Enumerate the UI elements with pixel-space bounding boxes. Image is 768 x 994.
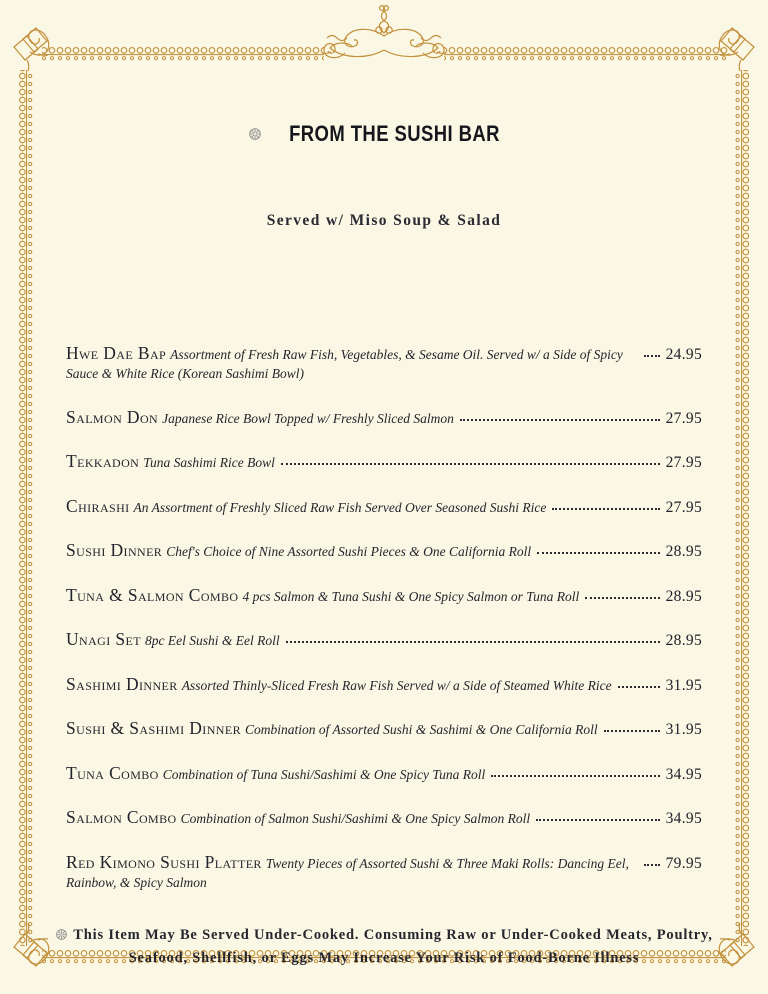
item-name: Red Kimono Sushi Platter: [66, 851, 262, 872]
item-price: 28.95: [665, 632, 702, 649]
item-description: 4 pcs Salmon & Tuna Sushi & One Spicy Salmon or Tuna Roll: [242, 588, 580, 604]
item-price: 31.95: [665, 721, 702, 738]
item-description: Assortment of Fresh Raw Fish, Vegetables, & Sesame Oil. Served w/ a Side of Spicy Sauce & White Rice (Korean Sashimi Bowl): [66, 347, 623, 381]
item-description: Japanese Rice Bowl Topped w/ Freshly Sliced Salmon: [162, 410, 454, 426]
page-title-text: FROM THE SUSHI BAR: [289, 121, 500, 146]
menu-item: [66, 853, 702, 892]
dotted-leader: [460, 419, 660, 421]
item-text: [66, 541, 531, 561]
item-name: Unagi Set: [66, 629, 141, 649]
item-name: Sushi Dinner: [66, 540, 163, 560]
disclaimer-text: This Item May Be Served Under-Cooked. Consuming Raw or Under-Cooked Meats, Poultry, Seafood, Shellfish, or Eggs May Increase Your Risk of Food-Borne Illness: [73, 927, 713, 966]
menu-item: [66, 497, 702, 517]
item-price: 28.95: [665, 543, 702, 560]
dotted-leader: [604, 730, 660, 732]
item-text: [66, 675, 612, 695]
undercooked-marker-icon: [248, 127, 262, 141]
menu-item: [66, 630, 702, 650]
item-name: Tekkadon: [66, 451, 140, 471]
item-price: 24.95: [665, 346, 702, 363]
item-text: [66, 764, 485, 784]
page-title: [0, 121, 768, 147]
item-description: Assorted Thinly-Sliced Fresh Raw Fish Served w/ a Side of Steamed White Rice: [181, 677, 612, 693]
item-description: 8pc Eel Sushi & Eel Roll: [145, 633, 280, 648]
item-description: Chef's Choice of Nine Assorted Sushi Pieces & One California Roll: [166, 544, 532, 559]
item-name: Chirashi: [66, 495, 130, 516]
menu-item: [66, 764, 702, 784]
menu-items: [66, 344, 702, 916]
item-name: Sashimi Dinner: [66, 673, 178, 694]
menu-item: [66, 452, 702, 472]
dotted-leader: [281, 463, 660, 465]
item-price: 34.95: [665, 810, 702, 827]
dotted-leader: [618, 686, 660, 688]
dotted-leader: [536, 819, 660, 821]
item-description: An Assortment of Freshly Sliced Raw Fish Served Over Seasoned Sushi Rice: [133, 499, 547, 515]
item-price: 27.95: [665, 454, 702, 471]
item-name: Tuna & Salmon Combo: [66, 584, 239, 605]
item-name: Tuna Combo: [66, 762, 159, 783]
disclaimer: [44, 924, 724, 969]
item-price: 34.95: [665, 765, 702, 783]
item-text: [66, 497, 546, 517]
item-price: 27.95: [665, 409, 702, 427]
item-text: [66, 408, 454, 428]
item-text: [66, 808, 530, 828]
undercooked-marker-icon: [55, 928, 68, 941]
item-price: 28.95: [665, 587, 702, 605]
menu-item: [66, 719, 702, 739]
item-price: 79.95: [665, 854, 702, 872]
item-description: Combination of Salmon Sushi/Sashimi & One Spicy Salmon Roll: [180, 811, 531, 826]
item-name: Sushi & Sashimi Dinner: [66, 718, 241, 738]
dotted-leader: [552, 508, 659, 510]
menu-item: [66, 344, 702, 383]
menu-item: [66, 541, 702, 561]
menu-item: [66, 586, 702, 606]
menu-item: [66, 408, 702, 428]
item-text: [66, 344, 638, 383]
dotted-leader: [491, 775, 659, 777]
item-text: [66, 452, 275, 472]
item-name: Hwe Dae Bap: [66, 343, 167, 363]
item-text: [66, 630, 280, 650]
menu-item: [66, 675, 702, 695]
item-text: [66, 719, 598, 739]
item-description: Twenty Pieces of Assorted Sushi & Three Maki Rolls: Dancing Eel, Rainbow, & Spicy Salmon: [66, 855, 629, 890]
item-text: [66, 853, 638, 892]
item-description: Combination of Assorted Sushi & Sashimi & One California Roll: [244, 722, 598, 737]
menu-item: [66, 808, 702, 828]
item-description: Combination of Tuna Sushi/Sashimi & One Spicy Tuna Roll: [162, 766, 486, 782]
item-description: Tuna Sashimi Rice Bowl: [143, 455, 275, 470]
dotted-leader: [537, 552, 660, 554]
menu-subtitle: Served w/ Miso Soup & Salad: [266, 212, 502, 229]
dotted-leader: [644, 864, 660, 866]
dotted-leader: [585, 597, 659, 599]
dotted-leader: [286, 641, 660, 643]
item-name: Salmon Combo: [66, 807, 177, 827]
item-name: Salmon Don: [66, 406, 159, 427]
dotted-leader: [644, 355, 660, 357]
item-price: 31.95: [665, 676, 702, 694]
item-text: [66, 586, 579, 606]
item-price: 27.95: [665, 498, 702, 516]
